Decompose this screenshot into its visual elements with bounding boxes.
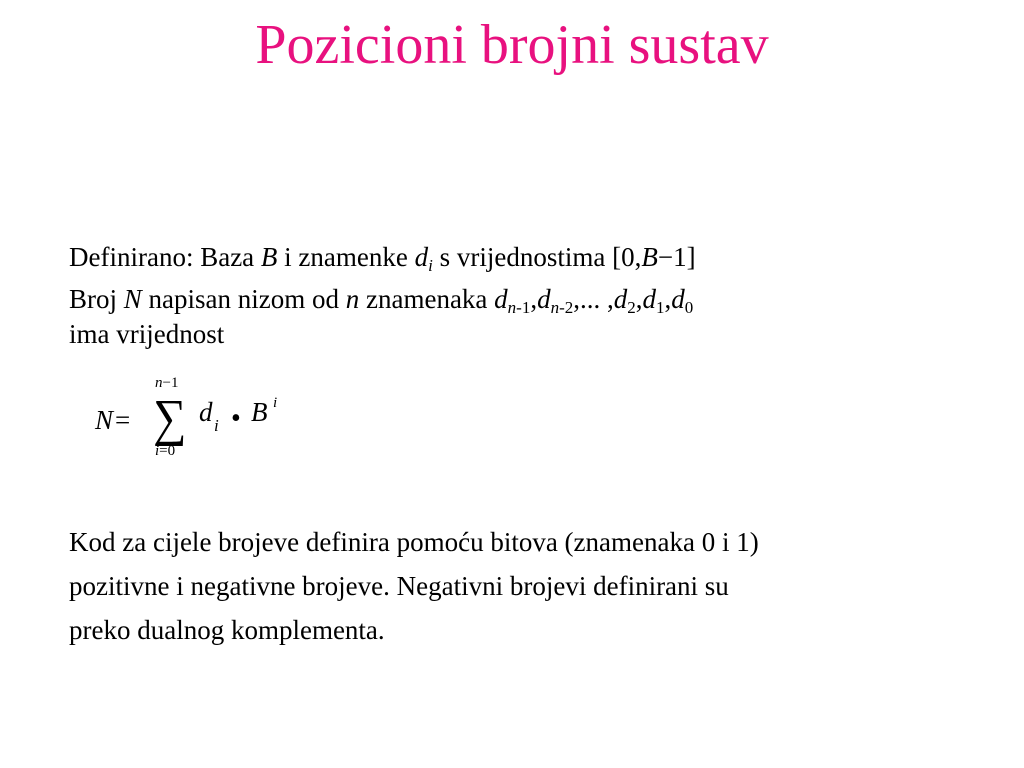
definition-text: −1] bbox=[657, 242, 696, 272]
digit-d: d bbox=[671, 284, 685, 314]
separator: , bbox=[664, 284, 672, 314]
definition-text: napisan nizom od bbox=[141, 284, 346, 314]
definition-text: znamenaka bbox=[359, 284, 495, 314]
variable-n-small: n bbox=[345, 284, 360, 314]
subscript-i: i bbox=[428, 256, 433, 275]
definition-text: i znamenke bbox=[277, 242, 415, 272]
lower-var: i bbox=[155, 443, 160, 459]
definition-line-3: ima vrijednost bbox=[69, 319, 225, 349]
multiply-dot: • bbox=[231, 403, 241, 434]
sum-lower-limit bbox=[155, 443, 175, 460]
separator: , bbox=[635, 284, 643, 314]
term-b: B bbox=[251, 397, 268, 427]
code-line-2: pozitivne i negativne brojeve. Negativni brojevi definirani su bbox=[69, 571, 729, 601]
definition-line-1 bbox=[69, 236, 969, 278]
formula-lhs: N bbox=[95, 405, 114, 435]
code-line-3: preko dualnog komplementa. bbox=[69, 615, 385, 645]
slide-title: Pozicioni brojni sustav bbox=[255, 14, 769, 76]
sum-formula bbox=[95, 375, 355, 465]
code-paragraph bbox=[69, 520, 969, 652]
digit-d: d bbox=[537, 284, 551, 314]
subscript-var: n bbox=[507, 298, 517, 317]
lower-num: 0 bbox=[167, 443, 176, 459]
separator: , bbox=[530, 284, 538, 314]
digit-d: d bbox=[613, 284, 628, 314]
code-line-1: Kod za cijele brojeve definira pomoću bitova (znamenaka 0 i 1) bbox=[69, 527, 759, 557]
separator: ,... , bbox=[573, 284, 614, 314]
subscript-num: -2 bbox=[559, 298, 574, 317]
definition-block bbox=[69, 236, 969, 355]
upper-num: 1 bbox=[170, 375, 179, 391]
subscript-num: -1 bbox=[516, 298, 531, 317]
term-d: d bbox=[199, 397, 213, 427]
subscript-var: n bbox=[550, 298, 560, 317]
definition-text: s vrijednostima [0, bbox=[432, 242, 642, 272]
digit-d: d bbox=[494, 284, 508, 314]
subscript-num: 1 bbox=[656, 298, 665, 317]
definition-text: Definirano: Baza bbox=[69, 242, 261, 272]
term-b-exponent: i bbox=[273, 395, 278, 411]
variable-n: N bbox=[123, 284, 142, 314]
digit-d: d bbox=[642, 284, 657, 314]
subscript-num: 0 bbox=[684, 298, 694, 317]
variable-b: B bbox=[641, 242, 658, 272]
lower-op: = bbox=[159, 443, 168, 459]
variable-d: d bbox=[414, 242, 429, 272]
term-d-subscript: i bbox=[214, 416, 219, 435]
definition-text: Broj bbox=[69, 284, 124, 314]
upper-var: n bbox=[155, 375, 163, 391]
subscript-num: 2 bbox=[627, 298, 636, 317]
upper-op: − bbox=[162, 375, 171, 391]
variable-b: B bbox=[260, 242, 278, 272]
sigma-symbol: ∑ bbox=[153, 390, 187, 447]
formula-equals: = bbox=[115, 405, 131, 435]
